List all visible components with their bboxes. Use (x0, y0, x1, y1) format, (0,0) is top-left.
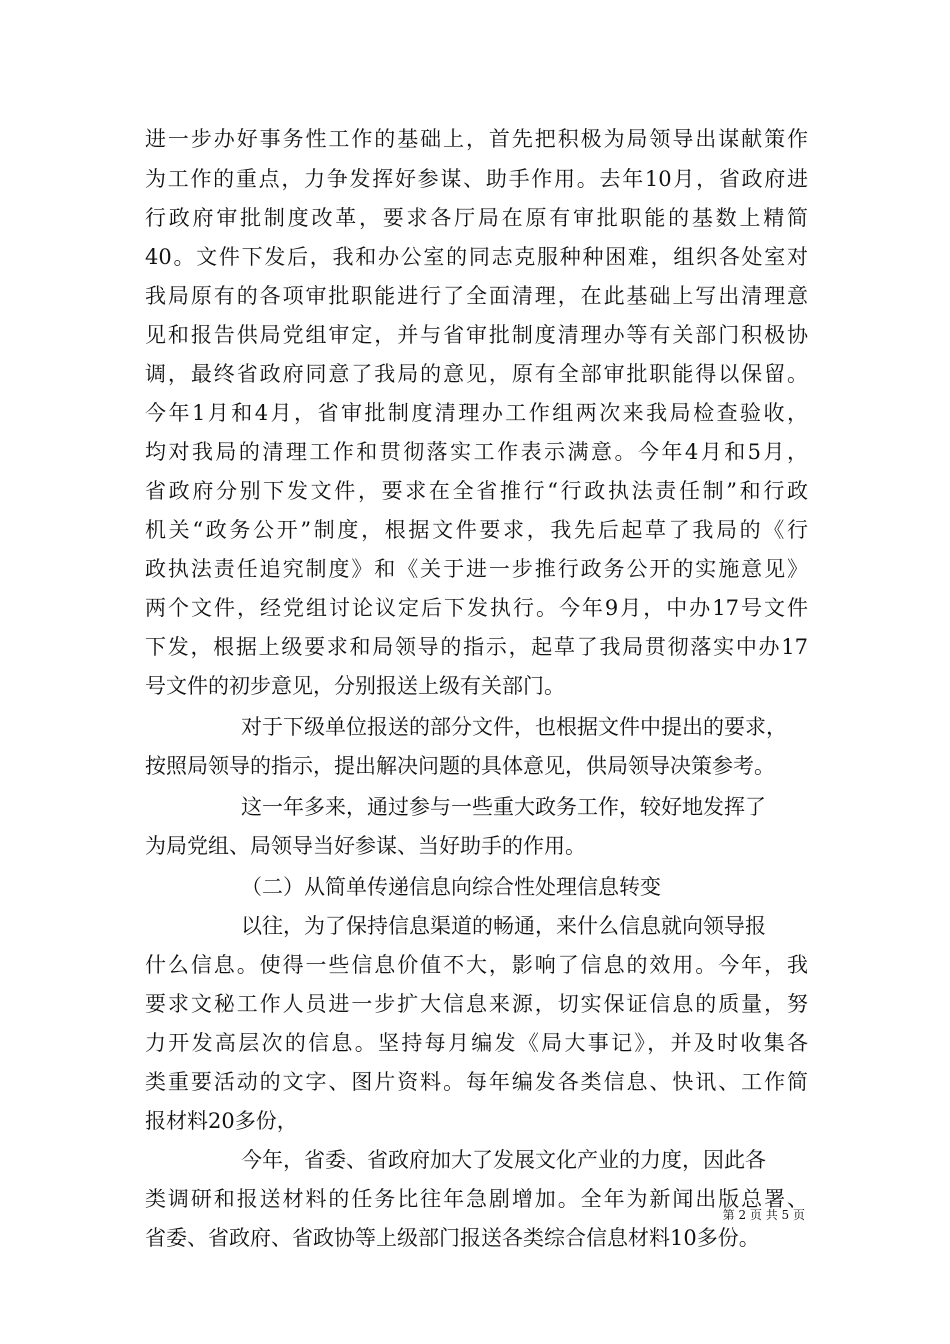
text-line: 机关“政务公开”制度，根据文件要求，我先后起草了我局的《行 (145, 518, 808, 542)
text-line: 均对我局的清理工作和贯彻落实工作表示满意。今年4月和5月， (145, 440, 808, 464)
text-line: 进一步办好事务性工作的基础上，首先把积极为局领导出谋献策作 (145, 127, 808, 151)
text-line: 40。文件下发后，我和办公室的同志克服种种困难，组织各处室对 (145, 245, 808, 269)
text-line: 类重要活动的文字、图片资料。每年编发各类信息、快讯、工作简 (145, 1070, 808, 1094)
text-line: 按照局领导的指示，提出解决问题的具体意见，供局领导决策参考。 (145, 754, 775, 778)
text-line: 见和报告供局党组审定，并与省审批制度清理办等有关部门积极协 (145, 323, 808, 347)
text-line: 为工作的重点，力争发挥好参谋、助手作用。去年10月，省政府进 (145, 167, 808, 191)
text-line: 以往，为了保持信息渠道的畅通，来什么信息就向领导报 (241, 914, 766, 938)
text-line: 为局党组、局领导当好参谋、当好助手的作用。 (145, 834, 586, 858)
text-line: 行政府审批制度改革，要求各厅局在原有审批职能的基数上精简 (145, 206, 808, 230)
text-line: 什么信息。使得一些信息价值不大，影响了信息的效用。今年，我 (145, 953, 808, 977)
text-line: 我局原有的各项审批职能进行了全面清理，在此基础上写出清理意 (145, 284, 808, 308)
text-line: 号文件的初步意见，分别报送上级有关部门。 (145, 674, 565, 698)
text-line: 这一年多来，通过参与一些重大政务工作，较好地发挥了 (241, 795, 766, 819)
text-line: 省政府分别下发文件，要求在全省推行“行政执法责任制”和行政 (145, 479, 808, 503)
text-line: 类调研和报送材料的任务比往年急剧增加。全年为新闻出版总署、 (145, 1187, 808, 1211)
text-line: 调，最终省政府同意了我局的意见，原有全部审批职能得以保留。 (145, 362, 808, 386)
text-line: 两个文件，经党组讨论议定后下发执行。今年9月，中办17号文件 (145, 596, 808, 620)
text-line: （二）从简单传递信息向综合性处理信息转变 (241, 875, 661, 899)
text-line: 政执法责任追究制度》和《关于进一步推行政务公开的实施意见》 (145, 557, 808, 581)
text-line: 下发，根据上级要求和局领导的指示，起草了我局贯彻落实中办17 (145, 635, 808, 659)
text-line: 对于下级单位报送的部分文件，也根据文件中提出的要求， (241, 715, 787, 739)
page-footer: 第 2 页 共 5 页 (722, 1208, 805, 1222)
text-line: 力开发高层次的信息。坚持每月编发《局大事记》，并及时收集各 (145, 1031, 808, 1055)
text-line: 省委、省政府、省政协等上级部门报送各类综合信息材料10多份。 (145, 1226, 760, 1250)
text-line: 今年1月和4月，省审批制度清理办工作组两次来我局检查验收， (145, 401, 808, 425)
text-line: 今年，省委、省政府加大了发展文化产业的力度，因此各 (241, 1148, 766, 1172)
text-line: 报材料20多份， (145, 1109, 298, 1133)
text-line: 要求文秘工作人员进一步扩大信息来源，切实保证信息的质量，努 (145, 992, 808, 1016)
